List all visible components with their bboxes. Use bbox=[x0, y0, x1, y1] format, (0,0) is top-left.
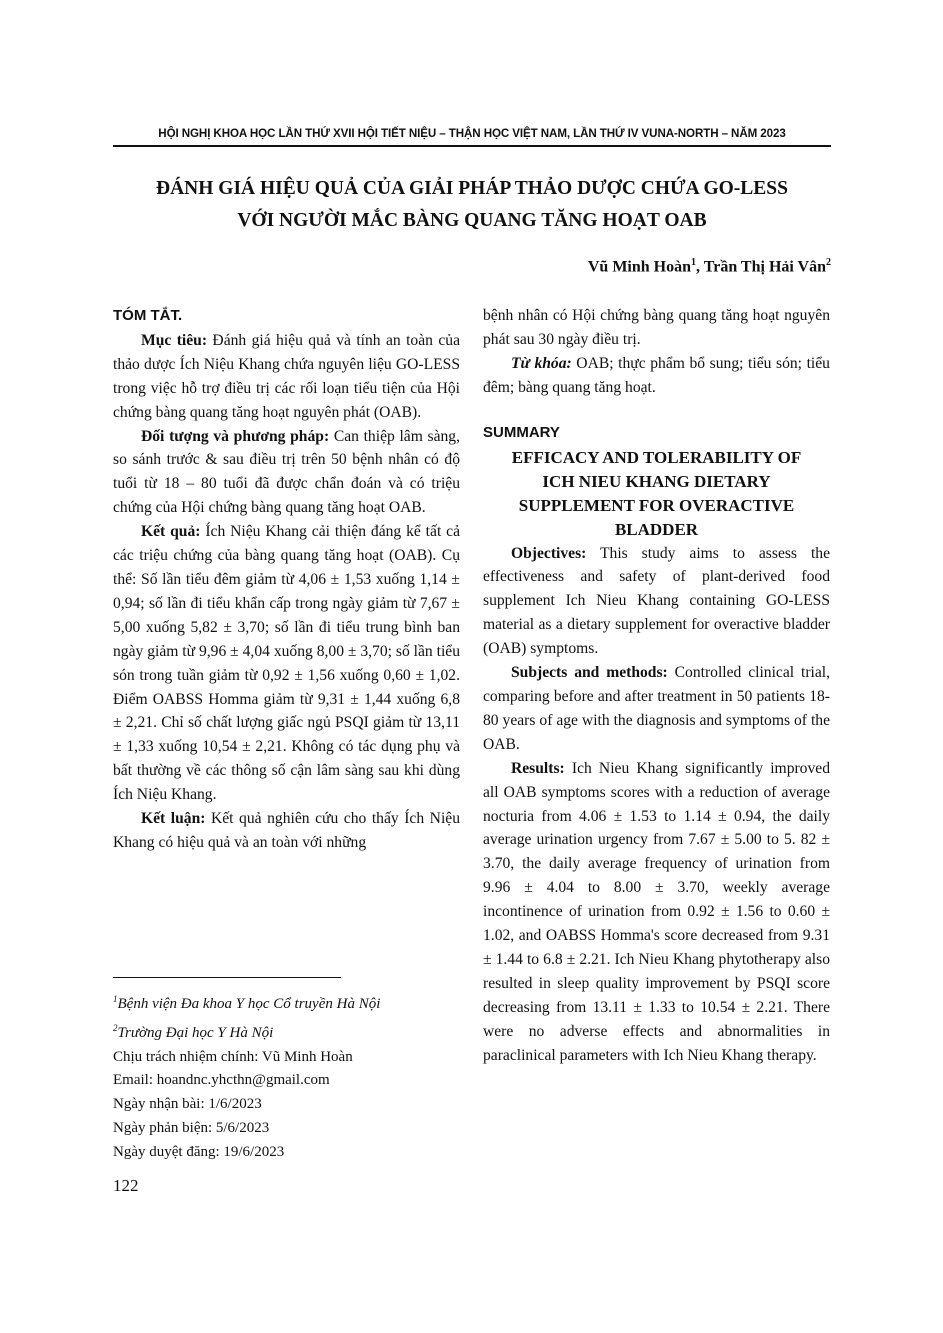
paragraph-label: Objectives: bbox=[511, 544, 587, 562]
author-separator: , bbox=[696, 258, 704, 276]
summary-paragraph-methods bbox=[483, 661, 830, 757]
abstract-conclusion-continued: bệnh nhân có Hội chứng bàng quang tăng hoạt nguyên phát sau 30 ngày điều trị. bbox=[483, 307, 830, 348]
paragraph-label: Đối tượng và phương pháp: bbox=[141, 427, 330, 445]
footnote-mark: 1 bbox=[113, 994, 118, 1004]
keywords-text: OAB; thực phẩm bổ sung; tiểu són; tiểu đêm; bàng quang tăng hoạt. bbox=[483, 354, 830, 396]
summary-heading: SUMMARY bbox=[483, 423, 560, 441]
english-title bbox=[483, 446, 830, 542]
abstract-heading: TÓM TẮT. bbox=[113, 307, 183, 324]
running-head: HỘI NGHỊ KHOA HỌC LẦN THỨ XVII HỘI TIẾT NIỆU – THẬN HỌC VIỆT NAM, LẦN THỨ IV VUNA-NORTH – NĂM 2023 bbox=[113, 127, 831, 147]
english-title-line: SUPPLEMENT FOR OVERACTIVE bbox=[518, 495, 795, 515]
abstract-paragraph-objectives bbox=[113, 329, 460, 425]
date-received: Ngày nhận bài: 1/6/2023 bbox=[113, 1096, 262, 1113]
abstract-paragraph-methods bbox=[113, 425, 460, 521]
paragraph-text: Can thiệp lâm sàng, so sánh trước & sau điều trị trên 50 bệnh nhân có độ tuổi từ 18 – 80 tuổi đã được chẩn đoán và có triệu chứng của Hội chứng bàng quang tăng hoạt OAB. bbox=[113, 427, 460, 517]
english-title-line: EFFICACY AND TOLERABILITY OF bbox=[511, 447, 802, 467]
paragraph-label: Subjects and methods: bbox=[511, 664, 668, 682]
abstract-paragraph-conclusion bbox=[113, 807, 460, 855]
date-accepted: Ngày duyệt đăng: 19/6/2023 bbox=[113, 1143, 285, 1160]
author-name: Trần Thị Hải Vân bbox=[703, 258, 826, 276]
abstract-paragraph-results bbox=[113, 520, 460, 807]
affiliation-footnote bbox=[113, 988, 380, 1017]
email: Email: hoandnc.yhcthn@gmail.com bbox=[113, 1072, 330, 1089]
footnote-text: Bệnh viện Đa khoa Y học Cổ truyền Hà Nội bbox=[117, 996, 381, 1012]
summary-paragraph-results bbox=[483, 757, 830, 1068]
page-number: 122 bbox=[113, 1176, 139, 1195]
paragraph-label: Kết quả: bbox=[141, 523, 201, 541]
author-affiliation-mark: 2 bbox=[826, 257, 831, 268]
footnote-text: Trường Đại học Y Hà Nội bbox=[117, 1024, 274, 1041]
author-affiliation-mark: 1 bbox=[691, 257, 697, 268]
affiliation-footnote bbox=[113, 1017, 380, 1046]
paragraph-label: Kết luận: bbox=[141, 810, 206, 828]
author-name: Vũ Minh Hoàn bbox=[587, 258, 692, 276]
article-title bbox=[113, 173, 831, 237]
paragraph-label: Mục tiêu: bbox=[141, 331, 208, 349]
paragraph-text: Kết quả nghiên cứu cho thấy Ích Niệu Khang có hiệu quả và an toàn với những bbox=[113, 810, 460, 851]
paragraph-label: Results: bbox=[511, 759, 565, 777]
keywords-paragraph bbox=[483, 352, 830, 400]
paragraph-text: Ích Niệu Khang cải thiện đáng kể tất cả các triệu chứng của bàng quang tăng hoạt (OAB). Cụ thể: Số lần tiểu đêm giảm từ 4,06 ± 1,53 xuống 1,14 ± 0,94; số lần đi tiểu khẩn cấp trong ngày giảm từ 7,67 ± 5,00 xuống 5,82 ± 3,70; số lần đi tiểu trung bình ban ngày giảm từ 9,96 ± 4,04 xuống 8,00 ± 3,70; số lần tiểu són trong tuần giảm từ 0,92 ± 1,56 xuống 0,60 ± 1,02. Điểm OABSS Homma giảm từ 9,31 ± 1,44 xuống 6,8 ± 2,21. Chỉ số chất lượng giấc ngủ PSQI giảm từ 13,11 ± 1,33 xuống 10,54 ± 2,21. Không có tác dụng phụ và bất thường về các thông số cận lâm sàng sau khi dùng Ích Niệu Khang. bbox=[113, 523, 460, 804]
footnote-divider bbox=[113, 977, 341, 978]
english-title-line: ICH NIEU KHANG DIETARY bbox=[542, 471, 771, 491]
paragraph-text: Đánh giá hiệu quả và tính an toàn của thảo dược Ích Niệu Khang chứa nguyên liệu GO-LESS trong việc hỗ trợ điều trị các rối loạn tiểu tiện của Hội chứng bàng quang tăng hoạt nguyên phát (OAB). bbox=[113, 331, 460, 421]
footnotes bbox=[113, 988, 380, 1165]
footnote-mark: 2 bbox=[113, 1022, 118, 1033]
authors bbox=[588, 257, 831, 276]
title-line-2: VỚI NGƯỜI MẮC BÀNG QUANG TĂNG HOẠT OAB bbox=[237, 210, 707, 231]
title-line-1: ĐÁNH GIÁ HIỆU QUẢ CỦA GIẢI PHÁP THẢO DƯỢC CHỨA GO-LESS bbox=[155, 178, 788, 199]
summary-paragraph-objectives bbox=[483, 542, 830, 662]
corresponding-author: Chịu trách nhiệm chính: Vũ Minh Hoàn bbox=[113, 1048, 353, 1065]
date-reviewed: Ngày phản biện: 5/6/2023 bbox=[113, 1119, 270, 1136]
left-column bbox=[113, 304, 460, 855]
english-title-line: BLADDER bbox=[614, 519, 699, 539]
keywords-label: Từ khóa: bbox=[511, 354, 572, 372]
paragraph-text: This study aims to assess the effectiveness and safety of plant-derived food supplement Ich Nieu Khang containing GO-LESS material as a dietary supplement for overactive bladder (OAB) symptoms. bbox=[483, 544, 830, 658]
right-column bbox=[483, 304, 830, 1067]
paragraph-text: Ich Nieu Khang significantly improved all OAB symptoms scores with a reduction of average nocturia from 4.06 ± 1.53 to 1.14 ± 0.94, the daily average urination urgency from 7.67 ± 5.00 to 5. 82 ± 3.70, the daily average frequency of urination from 9.96 ± 4.04 to 8.00 ± 3.70, weekly average incontinence of urination from 0.92 ± 1.56 to 0.60 ± 1.02, and OABSS Homma's score decreased from 9.31 ± 1.44 to 6.8 ± 2.21. Ich Nieu Khang phytotherapy also resulted in sleep quality improvement by PSQI score decreasing from 13.11 ± 1.33 to 10.54 ± 2.21. There were no adverse effects and abnormalities in paraclinical parameters with Ich Nieu Khang therapy. bbox=[483, 759, 830, 1064]
paragraph-text: Controlled clinical trial, comparing before and after treatment in 50 patients 18-80 years of age with the diagnosis and symptoms of the OAB. bbox=[483, 664, 831, 753]
